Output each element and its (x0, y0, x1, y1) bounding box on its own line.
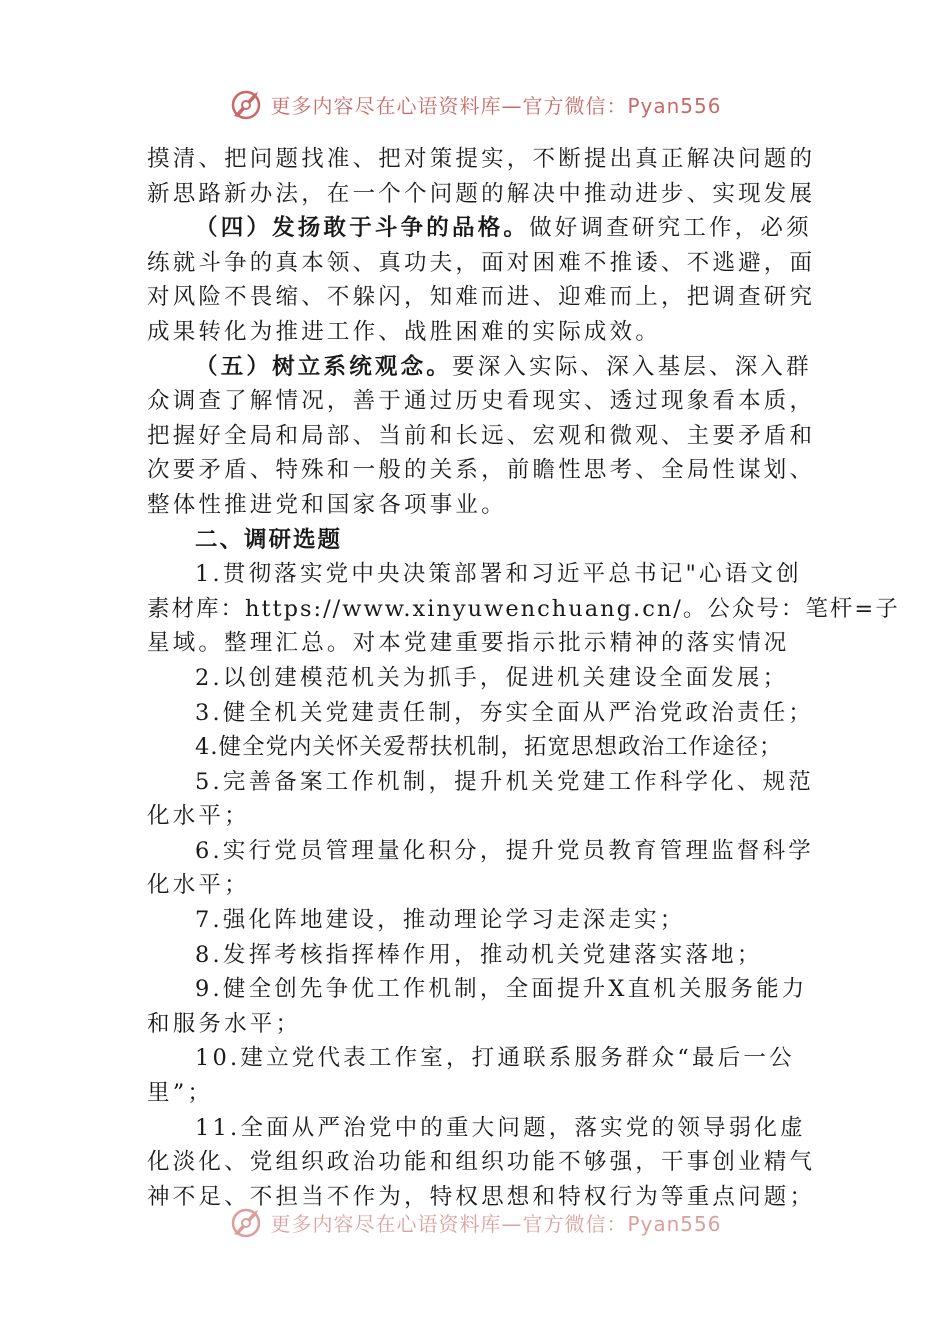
text-line (147, 1111, 807, 1146)
watermark-text: 更多内容尽在心语资料库—官方微信：Pyan556 (270, 1211, 722, 1236)
quill-logo-icon (228, 86, 264, 122)
text-line (147, 557, 807, 592)
text-line (147, 834, 814, 869)
text-segment: 对风险不畏缩、不躲闪，知难而进、迎难而上，把调查研究 (147, 284, 816, 311)
text-line (147, 246, 816, 281)
text-segment: 次要矛盾、特殊和一般的关系，前瞻性思考、全局性谋划、 (147, 457, 816, 484)
text-segment: 化水平； (147, 803, 250, 830)
subsection-title: （四）发扬敢于斗争的品格。 (195, 215, 530, 242)
text-line (147, 280, 816, 315)
text-line (147, 661, 807, 696)
text-line (147, 626, 807, 661)
section-heading (147, 523, 807, 558)
text-segment: 和服务水平； (147, 1010, 302, 1037)
text-line (147, 972, 807, 1007)
text-segment: 10.建立党代表工作室，打通联系服务群众“最后一公 (195, 1045, 795, 1072)
watermark-footer (0, 1202, 950, 1242)
text-segment: 素材库：https://www.xinyuwenchuang.cn/。公众号：笔杆=子 (147, 595, 900, 622)
text-segment: 6.实行党员管理量化积分，提升党员教育管理监督科学 (195, 837, 814, 864)
text-line (147, 1007, 807, 1042)
text-segment: 4.健全党内关怀关爱帮扶机制，拓宽思想政治工作途径； (195, 734, 783, 761)
text-line (147, 903, 807, 938)
text-segment: 7.强化阵地建设，推动理论学习走深走实； (195, 907, 686, 934)
text-line (147, 592, 900, 627)
text-segment: 化淡化、党组织政治功能和组织功能不够强，干事创业精气 (147, 1149, 816, 1176)
text-segment: 里”； (147, 1080, 214, 1107)
document-body (147, 142, 900, 1214)
text-segment: 9.健全创先争优工作机制，全面提升X直机关服务能力 (195, 976, 808, 1003)
text-line (147, 799, 807, 834)
text-segment: 2.以创建模范机关为抓手，促进机关建设全面发展； (195, 664, 789, 691)
text-segment: 整体性推进党和国家各项事业。 (147, 491, 507, 518)
text-line (147, 315, 807, 350)
text-line (147, 350, 812, 385)
text-line (147, 765, 814, 800)
text-segment: 1.贯彻落实党中央决策部署和习近平总书记"心语文创 (195, 561, 802, 588)
text-segment: 5.完善备案工作机制，提升机关党建工作科学化、规范 (195, 768, 814, 795)
text-segment: 摸清、把问题找准、把对策提实，不断提出真正解决问题的 (147, 146, 816, 172)
text-segment: 众调查了解情况，善于通过历史看现实、透过现象看本质， (147, 388, 816, 415)
text-line (147, 938, 807, 973)
text-line (147, 868, 807, 903)
text-line (147, 696, 814, 731)
text-line (147, 730, 807, 765)
text-segment: 二、调研选题 (195, 526, 343, 553)
text-segment: 把握好全局和局部、当前和长远、宏观和微观、主要矛盾和 (147, 422, 816, 449)
text-line (147, 1076, 807, 1111)
text-line (147, 142, 816, 177)
text-segment: 成果转化为推进工作、战胜困难的实际成效。 (147, 318, 662, 345)
text-segment: 3.健全机关党建责任制，夯实全面从严治党政治责任； (195, 699, 814, 726)
text-line (147, 384, 816, 419)
text-segment: 11.全面从严治党中的重大问题，落实党的领导弱化虚 (195, 1114, 806, 1141)
watermark-header (0, 84, 950, 124)
text-line (147, 1145, 816, 1180)
text-segment: 练就斗争的真本领、真功夫，面对困难不推诿、不逃避，面 (147, 249, 816, 276)
text-segment: 要深入实际、深入基层、深入群 (452, 353, 812, 380)
text-segment: 化水平； (147, 872, 250, 899)
watermark-text: 更多内容尽在心语资料库—官方微信：Pyan556 (270, 93, 722, 118)
text-segment: 星域。整理汇总。对本党建重要指示批示精神的落实情况 (147, 630, 790, 657)
text-line (147, 211, 812, 246)
text-line (147, 453, 816, 488)
text-line (147, 1041, 807, 1076)
subsection-title: （五）树立系统观念。 (195, 353, 453, 380)
text-line (147, 488, 807, 523)
text-segment: 8.发挥考核指挥棒作用，推动机关党建落实落地； (195, 941, 763, 968)
text-segment: 做好调查研究工作，必须 (529, 215, 812, 242)
text-line (147, 177, 816, 212)
quill-logo-icon (228, 1204, 264, 1240)
text-segment: 新思路新办法，在一个个问题的解决中推动进步、实现发展 (147, 180, 816, 207)
text-line (147, 419, 816, 454)
text-segment: 神不足、不担当不作为，特权思想和特权行为等重点问题； (147, 1183, 816, 1210)
